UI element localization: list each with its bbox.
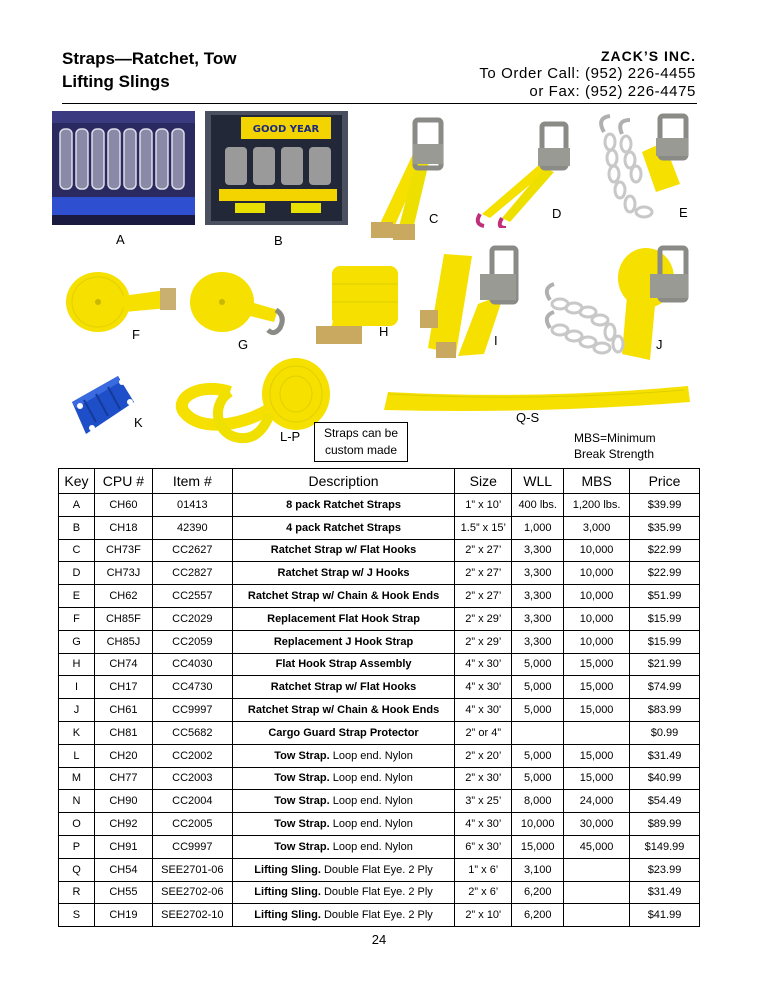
- column-header-description: Description: [232, 469, 455, 494]
- cell-description: [232, 585, 455, 608]
- page-title: Straps—Ratchet, Tow: [62, 49, 237, 68]
- cell-description: [232, 767, 455, 790]
- cell-cpu: CH54: [94, 858, 152, 881]
- description-detail: Loop end. Nylon: [329, 840, 413, 853]
- custom-note-line1: Straps can be: [323, 426, 399, 440]
- description-bold: Lifting Sling.: [254, 909, 321, 922]
- page-subtitle: Lifting Slings: [62, 72, 170, 91]
- cell-key: O: [59, 813, 95, 836]
- cell-mbs: 15,000: [564, 676, 630, 699]
- cell-wll: 5,000: [512, 767, 564, 790]
- cell-description: [232, 881, 455, 904]
- cell-item: CC9997: [152, 835, 232, 858]
- cell-wll: 3,300: [512, 539, 564, 562]
- cell-mbs: 24,000: [564, 790, 630, 813]
- cell-key: M: [59, 767, 95, 790]
- cell-mbs: 10,000: [564, 630, 630, 653]
- cell-key: S: [59, 904, 95, 927]
- cell-size: 2” x 6’: [455, 881, 512, 904]
- cell-cpu: CH55: [94, 881, 152, 904]
- cell-item: CC9997: [152, 699, 232, 722]
- cell-price: $31.49: [630, 744, 700, 767]
- cell-mbs: 10,000: [564, 585, 630, 608]
- cell-key: E: [59, 585, 95, 608]
- cell-key: Q: [59, 858, 95, 881]
- cell-price: $89.99: [630, 813, 700, 836]
- cell-key: C: [59, 539, 95, 562]
- product-photo-lp: [170, 352, 335, 447]
- cell-cpu: CH17: [94, 676, 152, 699]
- photo-label-e: E: [679, 205, 688, 220]
- column-header-price: Price: [630, 469, 700, 494]
- cell-description: [232, 653, 455, 676]
- cell-wll: 3,300: [512, 630, 564, 653]
- product-photo-g: [184, 266, 304, 346]
- custom-note-line2: custom made: [324, 443, 398, 457]
- page-number: 24: [371, 932, 387, 947]
- cell-key: R: [59, 881, 95, 904]
- custom-made-note: [314, 422, 408, 462]
- cell-mbs: 10,000: [564, 562, 630, 585]
- table-row: [59, 721, 700, 744]
- cell-cpu: CH73J: [94, 562, 152, 585]
- cell-cpu: CH92: [94, 813, 152, 836]
- photo-label-f: F: [132, 327, 140, 342]
- cell-price: $23.99: [630, 858, 700, 881]
- description-detail: Double Flat Eye. 2 Ply: [320, 886, 433, 899]
- cell-description: [232, 744, 455, 767]
- cell-item: CC2827: [152, 562, 232, 585]
- cell-wll: 3,300: [512, 562, 564, 585]
- table-row: [59, 858, 700, 881]
- photo-label-c: C: [429, 211, 439, 226]
- table-row: [59, 653, 700, 676]
- cell-price: $51.99: [630, 585, 700, 608]
- cell-cpu: CH85J: [94, 630, 152, 653]
- description-bold: 8 pack Ratchet Straps: [286, 498, 402, 511]
- cell-item: CC2029: [152, 607, 232, 630]
- description-bold: Lifting Sling.: [254, 886, 321, 899]
- cell-cpu: CH62: [94, 585, 152, 608]
- table-header-row: [59, 469, 700, 494]
- table-row: [59, 539, 700, 562]
- description-bold: Replacement J Hook Strap: [273, 635, 414, 648]
- cell-size: 6” x 30’: [455, 835, 512, 858]
- cell-price: $15.99: [630, 630, 700, 653]
- cell-mbs: 45,000: [564, 835, 630, 858]
- description-detail: Double Flat Eye. 2 Ply: [320, 909, 433, 922]
- cell-size: 2” x 30’: [455, 767, 512, 790]
- cell-cpu: CH61: [94, 699, 152, 722]
- cell-price: $31.49: [630, 881, 700, 904]
- table-row: [59, 630, 700, 653]
- table-row: [59, 881, 700, 904]
- cell-description: [232, 813, 455, 836]
- table-body: [59, 494, 700, 927]
- description-bold: Tow Strap.: [274, 749, 330, 762]
- photo-label-d: D: [552, 206, 562, 221]
- cell-wll: 5,000: [512, 744, 564, 767]
- cell-cpu: CH74: [94, 653, 152, 676]
- cell-size: 2” or 4”: [455, 721, 512, 744]
- cell-mbs: 15,000: [564, 653, 630, 676]
- table-row: [59, 494, 700, 517]
- cell-description: [232, 858, 455, 881]
- cell-size: 2” x 10': [455, 904, 512, 927]
- price-table: [58, 468, 700, 927]
- table-row: [59, 767, 700, 790]
- photo-label-lp: L-P: [280, 429, 301, 444]
- product-photo-i: [414, 244, 520, 364]
- description-bold: Tow Strap.: [274, 772, 330, 785]
- cell-description: [232, 562, 455, 585]
- cell-description: [232, 607, 455, 630]
- cell-wll: [512, 721, 564, 744]
- cell-price: $39.99: [630, 494, 700, 517]
- cell-mbs: 15,000: [564, 699, 630, 722]
- table-row: [59, 813, 700, 836]
- cell-price: $35.99: [630, 516, 700, 539]
- cell-mbs: 30,000: [564, 813, 630, 836]
- order-phone: To Order Call: (952) 226-4455: [479, 65, 696, 82]
- cell-description: [232, 539, 455, 562]
- description-bold: Ratchet Strap w/ Chain & Hook Ends: [247, 590, 440, 603]
- cell-price: $83.99: [630, 699, 700, 722]
- table-row: [59, 562, 700, 585]
- company-name: ZACK’S INC.: [601, 48, 696, 64]
- cell-size: 2” x 27’: [455, 562, 512, 585]
- product-photo-j: [540, 244, 700, 368]
- cell-description: [232, 516, 455, 539]
- cell-size: 2” x 20’: [455, 744, 512, 767]
- cell-key: H: [59, 653, 95, 676]
- cell-wll: 10,000: [512, 813, 564, 836]
- cell-cpu: CH90: [94, 790, 152, 813]
- cell-key: L: [59, 744, 95, 767]
- cell-price: $22.99: [630, 562, 700, 585]
- cell-description: [232, 904, 455, 927]
- cell-wll: 5,000: [512, 699, 564, 722]
- cell-wll: 3,300: [512, 607, 564, 630]
- cell-price: $22.99: [630, 539, 700, 562]
- cell-cpu: CH91: [94, 835, 152, 858]
- cell-cpu: CH19: [94, 904, 152, 927]
- description-bold: Ratchet Strap w/ J Hooks: [277, 567, 410, 580]
- description-bold: Replacement Flat Hook Strap: [267, 612, 420, 625]
- description-detail: Loop end. Nylon: [329, 818, 413, 831]
- description-detail: Loop end. Nylon: [329, 795, 413, 808]
- cell-key: I: [59, 676, 95, 699]
- cell-wll: 6,200: [512, 881, 564, 904]
- cell-cpu: CH81: [94, 721, 152, 744]
- table-row: [59, 585, 700, 608]
- product-photo-k: [66, 372, 138, 442]
- column-header-size: Size: [455, 469, 512, 494]
- cell-size: 1” x 6’: [455, 858, 512, 881]
- description-bold: Ratchet Strap w/ Chain & Hook Ends: [247, 704, 440, 717]
- cell-size: 1.5” x 15’: [455, 516, 512, 539]
- cell-cpu: CH77: [94, 767, 152, 790]
- cell-item: 42390: [152, 516, 232, 539]
- cell-size: 2” x 29’: [455, 630, 512, 653]
- description-detail: Loop end. Nylon: [329, 772, 413, 785]
- cell-item: CC2059: [152, 630, 232, 653]
- cell-size: 4” x 30': [455, 676, 512, 699]
- cell-key: N: [59, 790, 95, 813]
- cell-item: CC2004: [152, 790, 232, 813]
- column-header-mbs: MBS: [564, 469, 630, 494]
- cell-description: [232, 699, 455, 722]
- cell-cpu: CH85F: [94, 607, 152, 630]
- cell-wll: 8,000: [512, 790, 564, 813]
- svg-text:GOOD YEAR: GOOD YEAR: [252, 124, 320, 135]
- table-row: [59, 790, 700, 813]
- cell-key: K: [59, 721, 95, 744]
- cell-mbs: 3,000: [564, 516, 630, 539]
- description-bold: 4 pack Ratchet Straps: [286, 521, 402, 534]
- description-detail: Loop end. Nylon: [329, 749, 413, 762]
- cell-item: 01413: [152, 494, 232, 517]
- cell-price: $54.49: [630, 790, 700, 813]
- photo-label-h: H: [379, 324, 389, 339]
- column-header-wll: WLL: [512, 469, 564, 494]
- cell-price: $74.99: [630, 676, 700, 699]
- cell-wll: 1,000: [512, 516, 564, 539]
- cell-mbs: [564, 858, 630, 881]
- cell-size: 3” x 25’: [455, 790, 512, 813]
- description-bold: Ratchet Strap w/ Flat Hooks: [270, 681, 417, 694]
- description-bold: Lifting Sling.: [254, 863, 321, 876]
- photo-label-j: J: [656, 337, 663, 352]
- cell-key: G: [59, 630, 95, 653]
- cell-mbs: [564, 881, 630, 904]
- product-photo-b: [205, 111, 348, 225]
- photo-label-k: K: [134, 415, 143, 430]
- cell-description: [232, 676, 455, 699]
- table-row: [59, 904, 700, 927]
- cell-mbs: [564, 721, 630, 744]
- cell-price: $40.99: [630, 767, 700, 790]
- cell-item: CC2003: [152, 767, 232, 790]
- cell-item: CC2005: [152, 813, 232, 836]
- mbs-legend: [574, 430, 656, 462]
- photo-label-i: I: [494, 333, 498, 348]
- cell-price: $0.99: [630, 721, 700, 744]
- description-bold: Flat Hook Strap Assembly: [275, 658, 412, 671]
- product-photo-h: [310, 260, 405, 350]
- cell-size: 4” x 30’: [455, 653, 512, 676]
- cell-cpu: CH20: [94, 744, 152, 767]
- cell-cpu: CH73F: [94, 539, 152, 562]
- cell-size: 4” x 30’: [455, 813, 512, 836]
- cell-size: 2” x 27’: [455, 539, 512, 562]
- description-bold: Ratchet Strap w/ Flat Hooks: [270, 544, 417, 557]
- product-photo-f: [62, 266, 182, 336]
- cell-key: P: [59, 835, 95, 858]
- table-row: [59, 516, 700, 539]
- table-row: [59, 676, 700, 699]
- photo-label-g: G: [238, 337, 249, 352]
- cell-price: $41.99: [630, 904, 700, 927]
- cell-cpu: CH60: [94, 494, 152, 517]
- cell-wll: 3,100: [512, 858, 564, 881]
- cell-item: SEE2702-06: [152, 881, 232, 904]
- cell-key: J: [59, 699, 95, 722]
- description-bold: Tow Strap.: [274, 795, 330, 808]
- header-divider: [62, 103, 697, 104]
- cell-key: F: [59, 607, 95, 630]
- cell-wll: 400 lbs.: [512, 494, 564, 517]
- mbs-legend-line1: MBS=Minimum: [574, 431, 656, 445]
- order-fax: or Fax: (952) 226-4475: [529, 83, 696, 100]
- cell-size: 1” x 10’: [455, 494, 512, 517]
- table-row: [59, 607, 700, 630]
- cell-description: [232, 721, 455, 744]
- product-photo-a: [52, 111, 195, 225]
- cell-size: 4” x 30': [455, 699, 512, 722]
- cell-cpu: CH18: [94, 516, 152, 539]
- cell-wll: 3,300: [512, 585, 564, 608]
- column-header-item: Item #: [152, 469, 232, 494]
- cell-mbs: 10,000: [564, 539, 630, 562]
- photo-label-qs: Q-S: [516, 410, 540, 425]
- cell-item: CC2627: [152, 539, 232, 562]
- cell-wll: 6,200: [512, 904, 564, 927]
- cell-item: CC2557: [152, 585, 232, 608]
- cell-description: [232, 630, 455, 653]
- cell-item: CC2002: [152, 744, 232, 767]
- table-row: [59, 744, 700, 767]
- cell-size: 2” x 29’: [455, 607, 512, 630]
- photo-label-b: B: [274, 233, 283, 248]
- table-row: [59, 835, 700, 858]
- cell-mbs: 1,200 lbs.: [564, 494, 630, 517]
- description-bold: Tow Strap.: [274, 840, 330, 853]
- cell-key: A: [59, 494, 95, 517]
- cell-mbs: 15,000: [564, 744, 630, 767]
- cell-wll: 5,000: [512, 653, 564, 676]
- column-header-key: Key: [59, 469, 95, 494]
- cell-item: CC4030: [152, 653, 232, 676]
- cell-description: [232, 835, 455, 858]
- column-header-cpu: CPU #: [94, 469, 152, 494]
- cell-price: $15.99: [630, 607, 700, 630]
- cell-mbs: 10,000: [564, 607, 630, 630]
- description-bold: Tow Strap.: [274, 818, 330, 831]
- photo-label-a: A: [116, 232, 125, 247]
- cell-description: [232, 790, 455, 813]
- cell-wll: 15,000: [512, 835, 564, 858]
- cell-price: $21.99: [630, 653, 700, 676]
- cell-price: $149.99: [630, 835, 700, 858]
- cell-item: SEE2701-06: [152, 858, 232, 881]
- cell-size: 2” x 27’: [455, 585, 512, 608]
- cell-mbs: 15,000: [564, 767, 630, 790]
- cell-wll: 5,000: [512, 676, 564, 699]
- cell-item: CC5682: [152, 721, 232, 744]
- description-detail: Double Flat Eye. 2 Ply: [320, 863, 433, 876]
- cell-item: CC4730: [152, 676, 232, 699]
- cell-key: D: [59, 562, 95, 585]
- cell-description: [232, 494, 455, 517]
- cell-item: SEE2702-10: [152, 904, 232, 927]
- description-bold: Cargo Guard Strap Protector: [268, 726, 419, 739]
- mbs-legend-line2: Break Strength: [574, 447, 655, 461]
- cell-mbs: [564, 904, 630, 927]
- cell-key: B: [59, 516, 95, 539]
- table-row: [59, 699, 700, 722]
